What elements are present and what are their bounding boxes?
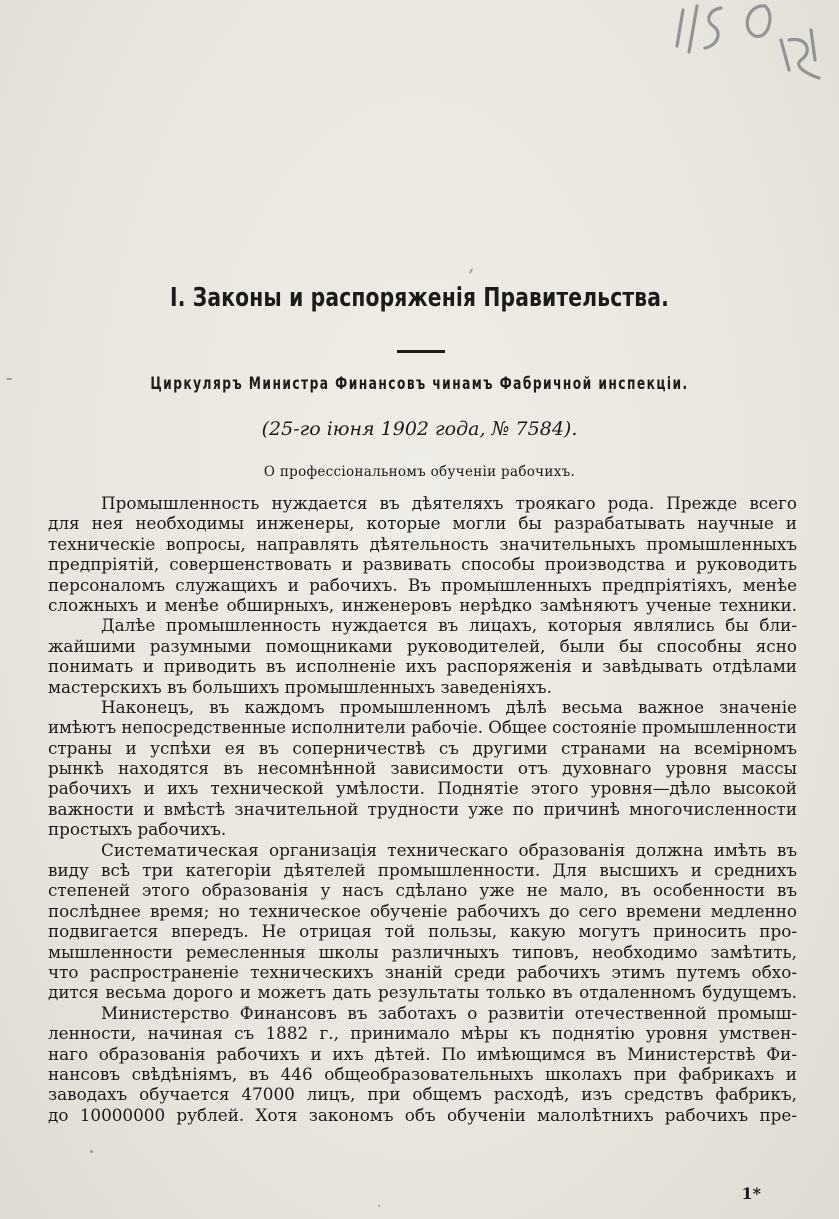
text-line: Наконецъ, въ каждомъ промышленномъ дѣлѣ весьма важное значеніе (101, 696, 797, 717)
text-line: имѣютъ непосредственные исполнители рабочіе. Общее состояніе промышленности (48, 717, 797, 738)
text-line: важности и вмѣстѣ значительной трудности уже по причинѣ многочисленности (48, 798, 797, 819)
text-line: рабочихъ и ихъ технической умѣлости. Поднятіе этого уровня—дѣло высокой (48, 778, 797, 799)
text-line: персоналомъ служащихъ и рабочихъ. Въ промышленныхъ предпріятіяхъ, менѣе (48, 574, 797, 595)
text-line: нансовъ свѣдѣніямъ, въ 446 общеобразовательныхъ школахъ при фабрикахъ и (48, 1063, 797, 1084)
text-line: до 10000000 рублей. Хотя закономъ объ обученіи малолѣтнихъ рабочихъ пре- (48, 1104, 797, 1125)
text-line: жайшими разумными помощниками руководителей, были бы способны ясно (48, 635, 797, 656)
text-line: что распространеніе техническихъ знаній среди рабочихъ этимъ путемъ обхо- (48, 961, 797, 982)
text-line: подвигается впередъ. Не отрицая той пользы, какую могутъ приносить про- (48, 921, 797, 942)
circular-topic: О профессіональномъ обученіи рабочихъ. (263, 464, 576, 480)
paper-speck (90, 1150, 93, 1153)
text-line: дится весьма дорого и можетъ дать результаты только въ отдаленномъ будущемъ. (48, 982, 797, 1003)
text-line: простыхъ рабочихъ. (48, 819, 227, 840)
text-line: техническіе вопросы, направлять дѣятельность значительныхъ промышленныхъ (48, 533, 797, 554)
text-line: Систематическая организація техническаго образованія должна имѣть въ (101, 839, 797, 860)
text-line: наго образованія рабочихъ и ихъ дѣтей. По имѣющимся въ Министерствѣ Фи- (48, 1043, 797, 1064)
text-line: Далѣе промышленность нуждается въ лицахъ, которыя являлись бы бли- (101, 615, 797, 636)
text-line: рынкѣ находятся въ несомнѣнной зависимости отъ духовнаго уровня массы (48, 758, 797, 779)
circular-title: Циркуляръ Министра Финансовъ чинамъ Фабричной инспекціи. (150, 374, 689, 394)
paper-speck (6, 378, 12, 380)
text-line: мышленности ремесленныя школы различныхъ типовъ, необходимо замѣтить, (48, 941, 797, 962)
page-number: 1* (741, 1184, 761, 1203)
text-line: страны и успѣхи ея въ соперничествѣ съ другими странами на всемірномъ (48, 737, 797, 758)
body-text (48, 493, 797, 1125)
circular-date: (25-го іюня 1902 года, № 7584). (261, 418, 578, 440)
text-line: мастерскихъ въ большихъ промышленныхъ заведеніяхъ. (48, 676, 552, 697)
text-line: сложныхъ и менѣе обширныхъ, инженеровъ нерѣдко замѣняютъ ученые техники. (48, 594, 797, 615)
text-line: Министерство Финансовъ въ заботахъ о развитіи отечественной промыш- (101, 1002, 797, 1023)
text-line: степеней этого образованія у насъ сдѣлано уже не мало, въ особенности въ (48, 880, 797, 901)
paper-speck (469, 268, 474, 274)
heading-divider (397, 350, 445, 353)
text-line: понимать и приводить въ исполненіе ихъ распоряженія и завѣдывать отдѣлами (48, 656, 797, 677)
paper-speck (378, 1205, 380, 1207)
handwritten-archive-number (669, 0, 829, 110)
section-heading: I. Законы и распоряженія Правительства. (170, 283, 669, 313)
text-line: ленности, начиная съ 1882 г., принимало мѣры къ поднятію уровня умствен- (48, 1023, 797, 1044)
text-line: для нея необходимы инженеры, которые могли бы разрабатывать научные и (48, 513, 797, 534)
text-line: Промышленность нуждается въ дѣятеляхъ троякаго рода. Прежде всего (101, 493, 797, 513)
text-line: предпріятій, совершенствовать и развивать способы производства и руководить (48, 554, 797, 575)
text-line: виду всѣ три категоріи дѣятелей промышленности. Для высшихъ и среднихъ (48, 860, 797, 881)
text-line: послѣднее время; но техническое обученіе рабочихъ до сего времени медленно (48, 900, 797, 921)
text-line: заводахъ обучается 47000 лицъ, при общемъ расходѣ, изъ средствъ фабрикъ, (48, 1084, 797, 1105)
